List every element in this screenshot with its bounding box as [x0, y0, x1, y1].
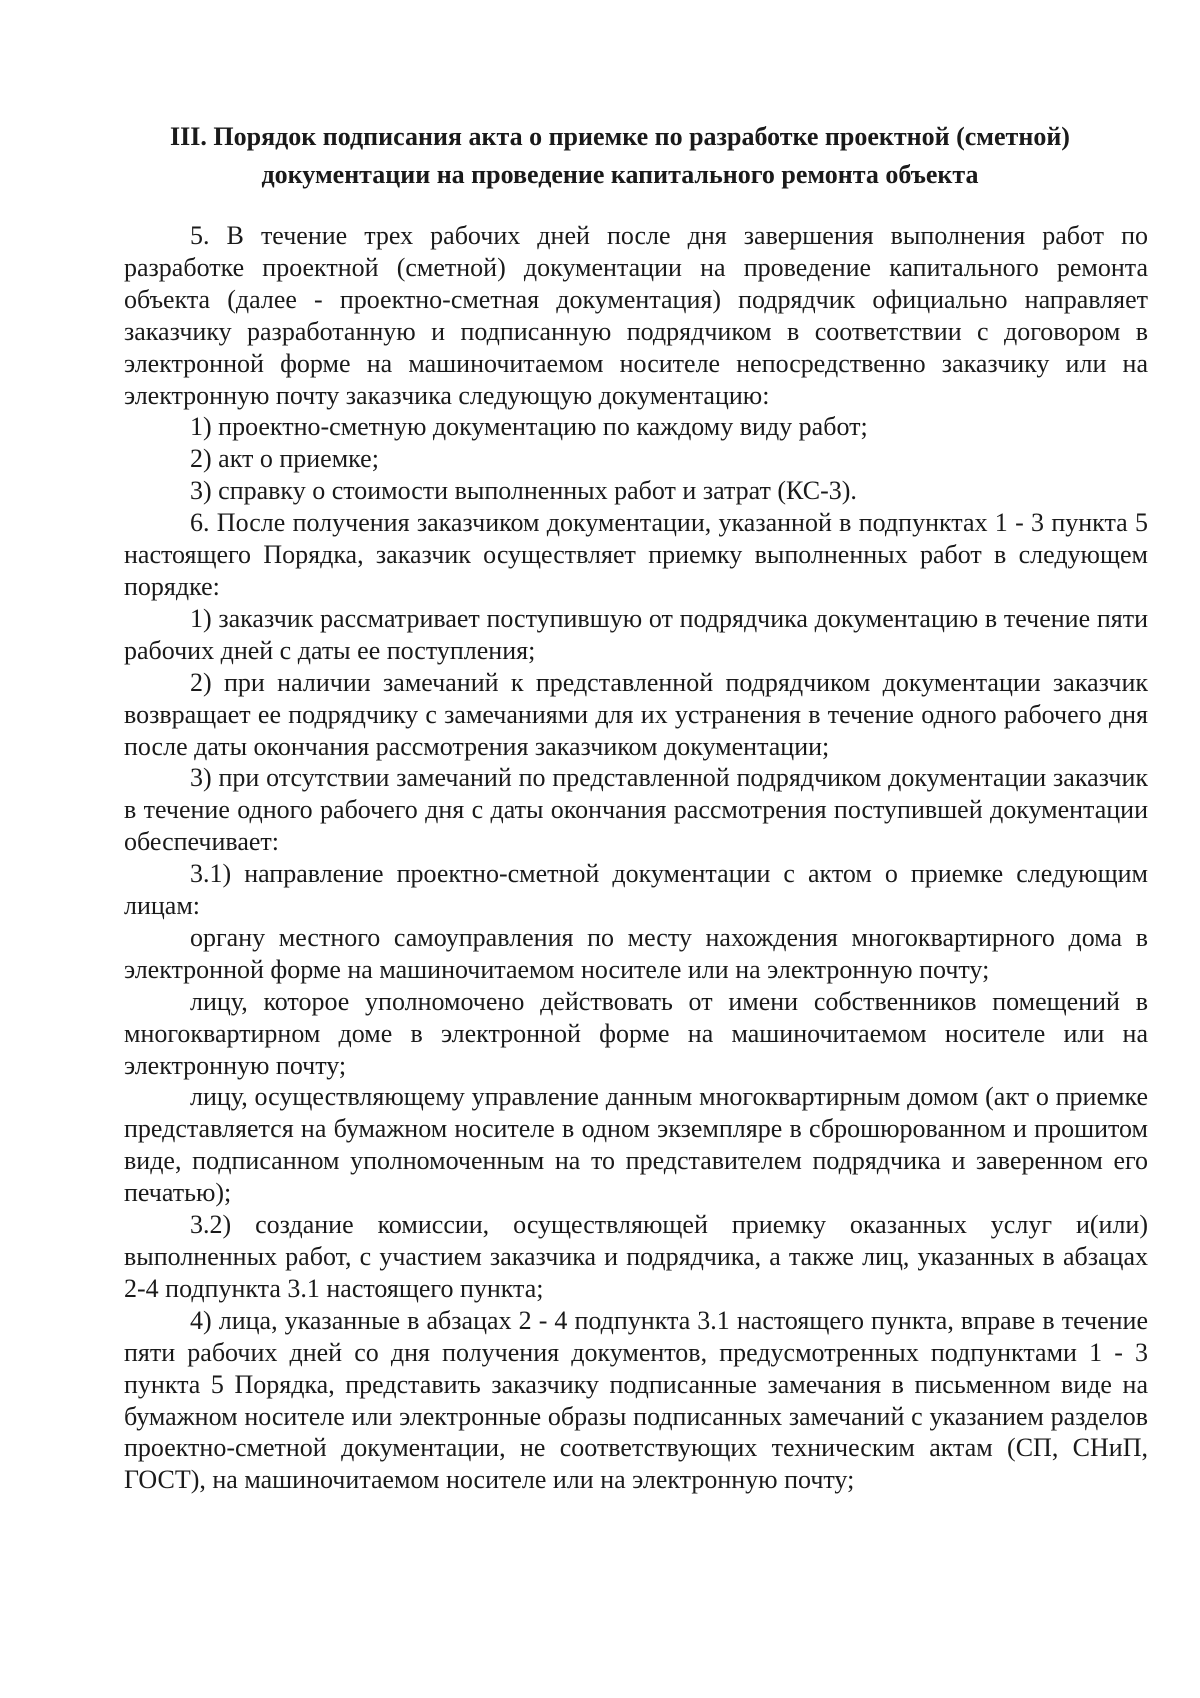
section-heading-line-1: III. Порядок подписания акта о приемке по разработке проектной (сметной) [170, 122, 1070, 151]
paragraph-item-6: 6. После получения заказчиком документации, указанной в подпунктах 1 - 3 пункта 5 настоящего Порядка, заказчик осуществляет приемку выполненных работ в следующем порядке: [124, 508, 1148, 601]
paragraph-subitem-6-3: 3) при отсутствии замечаний по представленной подрядчиком документации заказчик в течение одного рабочего дня с даты окончания рассмотрения поступившей документации обеспечивает: [124, 763, 1148, 857]
paragraph-subitem-5-1: 1) проектно-сметную документацию по каждому виду работ; [190, 412, 868, 442]
paragraph-subitem-6-1: 1) заказчик рассматривает поступившую от подрядчика документацию в течение пяти рабочих дней с даты ее поступления; [124, 603, 1148, 665]
paragraph-subitem-6-2: 2) при наличии замечаний к представленной подрядчиком документации заказчик возвращает ее подрядчику с замечаниями для их устранения в течение одного рабочего дня после даты окончания рассмотрения заказчиком документации; [124, 667, 1148, 761]
paragraph-subitem-3-1: 3.1) направление проектно-сметной документации с актом о приемке следующим лицам: [124, 859, 1148, 921]
paragraph-subitem-3-2: 3.2) создание комиссии, осуществляющей приемку оказанных услуг и(или) выполненных работ, с участием заказчика и подрядчика, а также лиц, указанных в абзацах 2-4 подпункта 3.1 настоящего пункта; [124, 1210, 1148, 1303]
section-heading-line-2: документации на проведение капитального ремонта объекта [261, 160, 979, 189]
paragraph-item-5: 5. В течение трех рабочих дней после дня завершения выполнения работ по разработке проектной (сметной) документации на проведение капитального ремонта объекта (далее - проектно-сметная документация) подрядчик официально направляет заказчику разработанную и подписанную подрядчиком в соответствии с договором в электронной форме на машиночитаемом носителе непосредственно заказчику или на электронную почту заказчика следующую документацию: [124, 221, 1148, 410]
paragraph-subitem-6-4: 4) лица, указанные в абзацах 2 - 4 подпункта 3.1 настоящего пункта, вправе в течение пяти рабочих дней со дня получения документов, предусмотренных подпунктами 1 - 3 пункта 5 Порядка, представить заказчику подписанные замечания в письменном виде на бумажном носителе или электронные образы подписанных замечаний с указанием разделов проектно-сметной документации, не соответствующих техническим актам (СП, СНиП, ГОСТ), на машиночитаемом носителе или на электронную почту; [124, 1305, 1148, 1495]
paragraph-recipient-management-company: лицу, осуществляющему управление данным многоквартирным домом (акт о приемке представляется на бумажном носителе в одном экземпляре в сброшюрованном и прошитом виде, подписанном уполномоченным на то представителем подрядчика и заверенном его печатью); [124, 1082, 1148, 1208]
section-heading [120, 118, 1120, 194]
paragraph-subitem-5-3: 3) справку о стоимости выполненных работ и затрат (КС-3). [190, 476, 857, 506]
paragraph-recipient-owners-representative: лицу, которое уполномочено действовать от имени собственников помещений в многоквартирном доме в электронной форме на машиночитаемом носителе или на электронную почту; [124, 986, 1148, 1080]
document-body [124, 220, 1148, 1496]
paragraph-subitem-5-2: 2) акт о приемке; [190, 444, 379, 474]
paragraph-recipient-local-government: органу местного самоуправления по месту нахождения многоквартирного дома в электронной форме на машиночитаемом носителе или на электронную почту; [124, 922, 1148, 984]
